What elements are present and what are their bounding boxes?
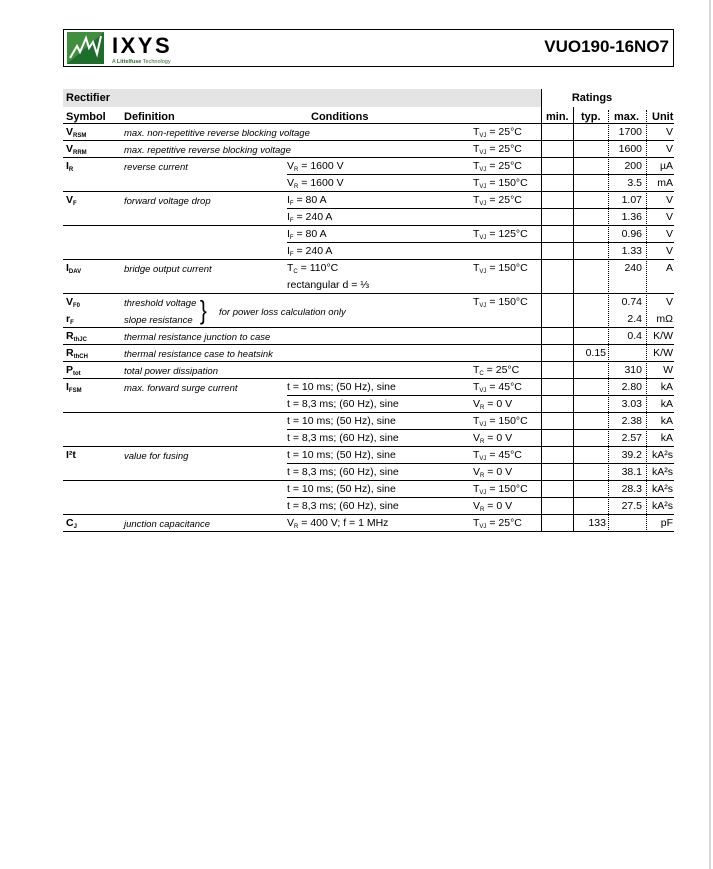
brace-symbol: } (199, 295, 207, 325)
row-separator (63, 259, 674, 260)
unit-cell: kA (660, 415, 673, 427)
condition-temp-cell: $T_{VJ} = 150^\circ C$ (473, 415, 528, 428)
header-symbol: Symbol (66, 111, 106, 123)
max-cell: 1700 (618, 126, 642, 138)
row-separator (63, 378, 674, 379)
header-unit: Unit (652, 111, 674, 123)
condition-cell: t = 10 ms; (50 Hz), sine (287, 381, 396, 393)
column-divider (646, 110, 647, 532)
max-cell: 200 (624, 160, 642, 172)
unit-cell: kA²s (652, 466, 673, 478)
unit-cell: pF (660, 517, 673, 529)
condition-cell: $V_R = 1600$ V (287, 160, 344, 173)
condition-temp-cell: $V_R = 0$ V (473, 500, 513, 513)
symbol-cell: $V_F$ (66, 194, 77, 207)
definition-cell: max. repetitive reverse blocking voltage (124, 145, 291, 156)
row-separator (63, 157, 674, 158)
row-separator (63, 191, 674, 192)
condition-temp-cell: $T_{VJ} = 25^\circ C$ (473, 143, 522, 156)
definition-cell: total power dissipation (124, 366, 218, 377)
max-cell: 39.2 (621, 449, 642, 461)
typ-cell: 133 (588, 517, 606, 529)
definition-cell: threshold voltage (124, 298, 197, 309)
definition-cell: reverse current (124, 162, 188, 173)
max-cell: 2.57 (621, 432, 642, 444)
max-cell: 1600 (618, 143, 642, 155)
condition-temp-cell: $T_{VJ} = 150^\circ C$ (473, 177, 528, 190)
row-separator (63, 361, 674, 362)
max-cell: 38.1 (621, 466, 642, 478)
symbol-cell: $I_R$ (66, 160, 74, 173)
max-cell: 1.36 (621, 211, 642, 223)
condition-cell: rectangular d = ⅓ (287, 279, 370, 291)
row-separator (63, 446, 674, 447)
max-cell: 28.3 (621, 483, 642, 495)
condition-cell: t = 8,3 ms; (60 Hz), sine (287, 432, 399, 444)
column-divider (608, 110, 609, 532)
row-separator (63, 344, 674, 345)
symbol-cell: I²t (66, 449, 76, 461)
unit-cell: µA (659, 160, 673, 172)
max-cell: 3.03 (621, 398, 642, 410)
symbol-cell: $r_F$ (66, 313, 74, 326)
condition-temp-cell: $T_{VJ} = 25^\circ C$ (473, 160, 522, 173)
condition-cell: t = 10 ms; (50 Hz), sine (287, 415, 396, 427)
condition-temp-cell: $T_{VJ} = 150^\circ C$ (473, 262, 528, 275)
unit-cell: V (665, 194, 673, 206)
condition-temp-cell: $T_C = 25^\circ C$ (473, 364, 520, 377)
row-separator (63, 514, 674, 515)
max-cell: 2.80 (621, 381, 642, 393)
header-rule (63, 123, 674, 124)
brand-name: IXYS (112, 33, 173, 58)
symbol-cell: $R_{thJC}$ (66, 330, 87, 343)
max-cell: 310 (624, 364, 642, 376)
unit-cell: mA (657, 177, 673, 189)
condition-cell: $I_F = 80$ A (287, 228, 327, 241)
max-cell: 0.74 (621, 296, 642, 308)
unit-cell: K/W (653, 330, 673, 342)
unit-cell: kA (660, 398, 673, 410)
symbol-cell: $R_{thCH}$ (66, 347, 88, 360)
max-cell: 1.07 (621, 194, 642, 206)
header-definition: Definition (124, 111, 175, 123)
condition-temp-cell: $T_{VJ} = 25^\circ C$ (473, 126, 522, 139)
brace-note: for power loss calculation only (219, 307, 346, 318)
section-title: Rectifier (66, 92, 111, 104)
typ-cell: 0.15 (585, 347, 606, 359)
ixys-logo-icon (67, 32, 104, 64)
unit-cell: V (665, 228, 673, 240)
unit-cell: kA²s (652, 500, 673, 512)
column-divider (541, 89, 542, 532)
max-cell: 1.33 (621, 245, 642, 257)
header-typ: typ. (581, 111, 601, 123)
unit-cell: V (665, 126, 673, 138)
row-separator (63, 293, 674, 294)
condition-temp-cell: $V_R = 0$ V (473, 398, 513, 411)
max-cell: 2.4 (627, 313, 642, 325)
condition-cell: t = 10 ms; (50 Hz), sine (287, 449, 396, 461)
unit-cell: kA²s (652, 449, 673, 461)
symbol-cell: $V_{RRM}$ (66, 143, 87, 156)
unit-cell: kA (660, 432, 673, 444)
condition-cell: $I_F = 80$ A (287, 194, 327, 207)
condition-temp-cell: $T_{VJ} = 45^\circ C$ (473, 449, 522, 462)
unit-cell: V (665, 143, 673, 155)
symbol-cell: $I_{FSM}$ (66, 381, 82, 394)
condition-temp-cell: $T_{VJ} = 25^\circ C$ (473, 517, 522, 530)
row-separator (63, 140, 674, 141)
condition-temp-cell: $T_{VJ} = 45^\circ C$ (473, 381, 522, 394)
page-right-border (709, 0, 711, 869)
unit-cell: V (665, 296, 673, 308)
max-cell: 0.96 (621, 228, 642, 240)
definition-cell: slope resistance (124, 315, 193, 326)
column-divider (573, 107, 574, 532)
part-number: VUO190-16NO7 (544, 37, 669, 56)
unit-cell: kA²s (652, 483, 673, 495)
definition-cell: thermal resistance case to heatsink (124, 349, 273, 360)
unit-cell: W (663, 364, 673, 376)
unit-cell: V (665, 245, 673, 257)
symbol-cell: $V_{RSM}$ (66, 126, 87, 139)
header-min: min. (546, 111, 569, 123)
section-band (63, 89, 541, 107)
condition-cell: $V_R = 400$ V; f = 1 MHz (287, 517, 389, 530)
max-cell: 2.38 (621, 415, 642, 427)
condition-temp-cell: $T_{VJ} = 125^\circ C$ (473, 228, 528, 241)
condition-cell: $V_R = 1600$ V (287, 177, 344, 190)
condition-temp-cell: $T_{VJ} = 25^\circ C$ (473, 194, 522, 207)
unit-cell: V (665, 211, 673, 223)
header-conditions: Conditions (311, 111, 369, 123)
definition-cell: bridge output current (124, 264, 212, 275)
condition-temp-cell: $T_{VJ} = 150^\circ C$ (473, 483, 528, 496)
definition-cell: forward voltage drop (124, 196, 211, 207)
condition-cell: t = 8,3 ms; (60 Hz), sine (287, 500, 399, 512)
row-separator (63, 412, 674, 413)
condition-cell: $I_F = 240$ A (287, 211, 333, 224)
condition-cell: t = 10 ms; (50 Hz), sine (287, 483, 396, 495)
symbol-cell: $P_{tot}$ (66, 364, 81, 377)
condition-temp-cell: $T_{VJ} = 150^\circ C$ (473, 296, 528, 309)
row-separator (63, 480, 674, 481)
unit-cell: A (665, 262, 673, 274)
row-separator (63, 225, 674, 226)
definition-cell: value for fusing (124, 451, 189, 462)
definition-cell: junction capacitance (124, 519, 211, 530)
condition-cell: t = 8,3 ms; (60 Hz), sine (287, 466, 399, 478)
condition-cell: t = 8,3 ms; (60 Hz), sine (287, 398, 399, 410)
symbol-cell: $V_{F0}$ (66, 296, 81, 309)
unit-cell: kA (660, 381, 673, 393)
header-max: max. (614, 111, 640, 123)
max-cell: 3.5 (627, 177, 642, 189)
symbol-cell: $C_J$ (66, 517, 77, 530)
ratings-label: Ratings (571, 92, 613, 104)
definition-cell: thermal resistance junction to case (124, 332, 271, 343)
max-cell: 240 (624, 262, 642, 274)
condition-cell: $T_C = 110^\circ C$ (287, 262, 339, 275)
condition-temp-cell: $V_R = 0$ V (473, 466, 513, 479)
unit-cell: K/W (653, 347, 673, 359)
condition-cell: $I_F = 240$ A (287, 245, 333, 258)
max-cell: 27.5 (621, 500, 642, 512)
row-separator (63, 327, 674, 328)
condition-temp-cell: $V_R = 0$ V (473, 432, 513, 445)
brand-subtitle: A Littelfuse Technology (112, 59, 171, 65)
symbol-cell: $I_{DAV}$ (66, 262, 82, 275)
max-cell: 0.4 (627, 330, 642, 342)
definition-cell: max. non-repetitive reverse blocking voltage (124, 128, 310, 139)
unit-cell: mΩ (656, 313, 673, 325)
definition-cell: max. forward surge current (124, 383, 238, 394)
